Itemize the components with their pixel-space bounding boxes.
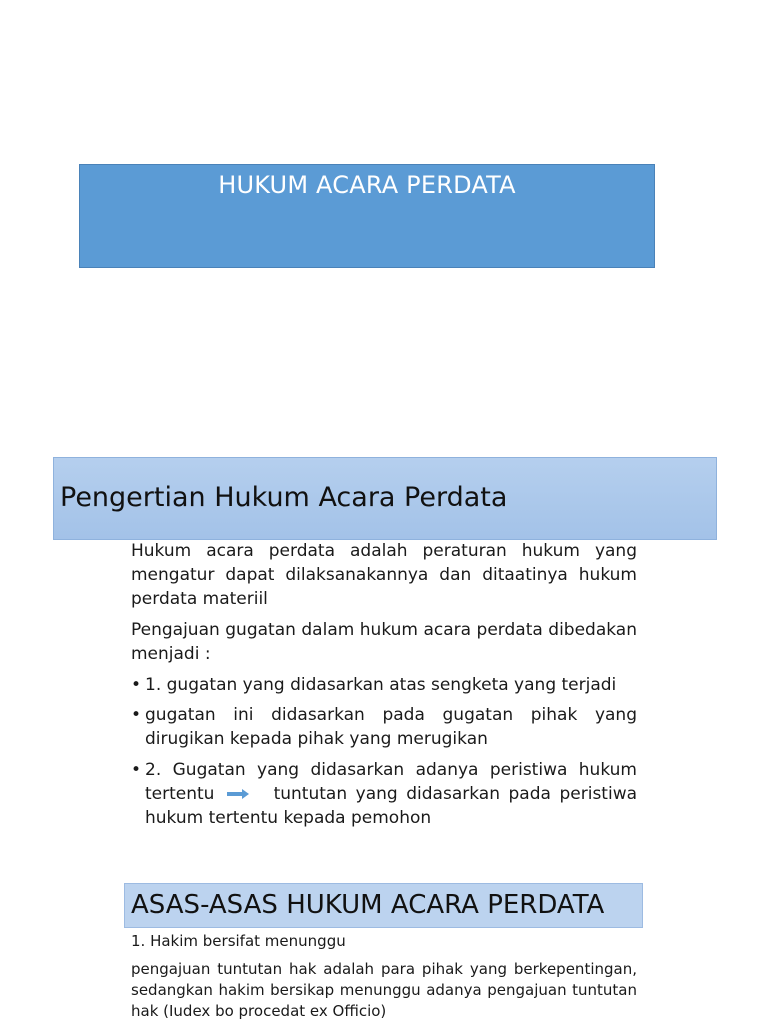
principle-paragraph: pengajuan tuntutan hak adalah para pihak yang berkepentingan, sedangkan hakim bersikap menunggu adanya pengajuan tuntutan hak (Iudex bo procedat ex Officio): [131, 960, 637, 1020]
definition-paragraph: Hukum acara perdata adalah peraturan hukum yang mengatur dapat dilaksanakannya dan ditaatinya hukum perdata materiil: [131, 541, 637, 609]
arrow-right-icon: [227, 789, 249, 799]
title-slide-box: [79, 164, 655, 268]
bullet-text-part1: 2. Gugatan yang didasarkan adanya peristiwa hukum tertentu: [145, 760, 637, 804]
principles-heading-box: [124, 883, 643, 928]
slide-title: HUKUM ACARA PERDATA: [218, 171, 516, 199]
bullet-text: [145, 758, 637, 830]
principle-item: 1. Hakim bersifat menunggu: [131, 932, 346, 950]
bullet-dot: •: [131, 760, 142, 780]
bullet-dot: •: [131, 705, 142, 725]
bullet-item: [131, 673, 637, 697]
section-heading: Pengertian Hukum Acara Perdata: [60, 482, 508, 513]
bullet-text: 1. gugatan yang didasarkan atas sengketa yang terjadi: [145, 675, 617, 695]
section-heading-box: [53, 457, 717, 540]
bullet-text-part2: tuntutan yang didasarkan pada peristiwa hukum tertentu kepada pemohon: [145, 784, 638, 828]
lawsuit-intro-paragraph: Pengajuan gugatan dalam hukum acara perdata dibedakan menjadi :: [131, 620, 637, 664]
principles-heading: ASAS-ASAS HUKUM ACARA PERDATA: [131, 890, 605, 920]
bullet-dot: •: [131, 675, 142, 695]
bullet-item: [131, 703, 637, 751]
bullet-item: [131, 758, 637, 830]
bullet-text: gugatan ini didasarkan pada gugatan pihak yang dirugikan kepada pihak yang merugikan: [145, 705, 637, 749]
